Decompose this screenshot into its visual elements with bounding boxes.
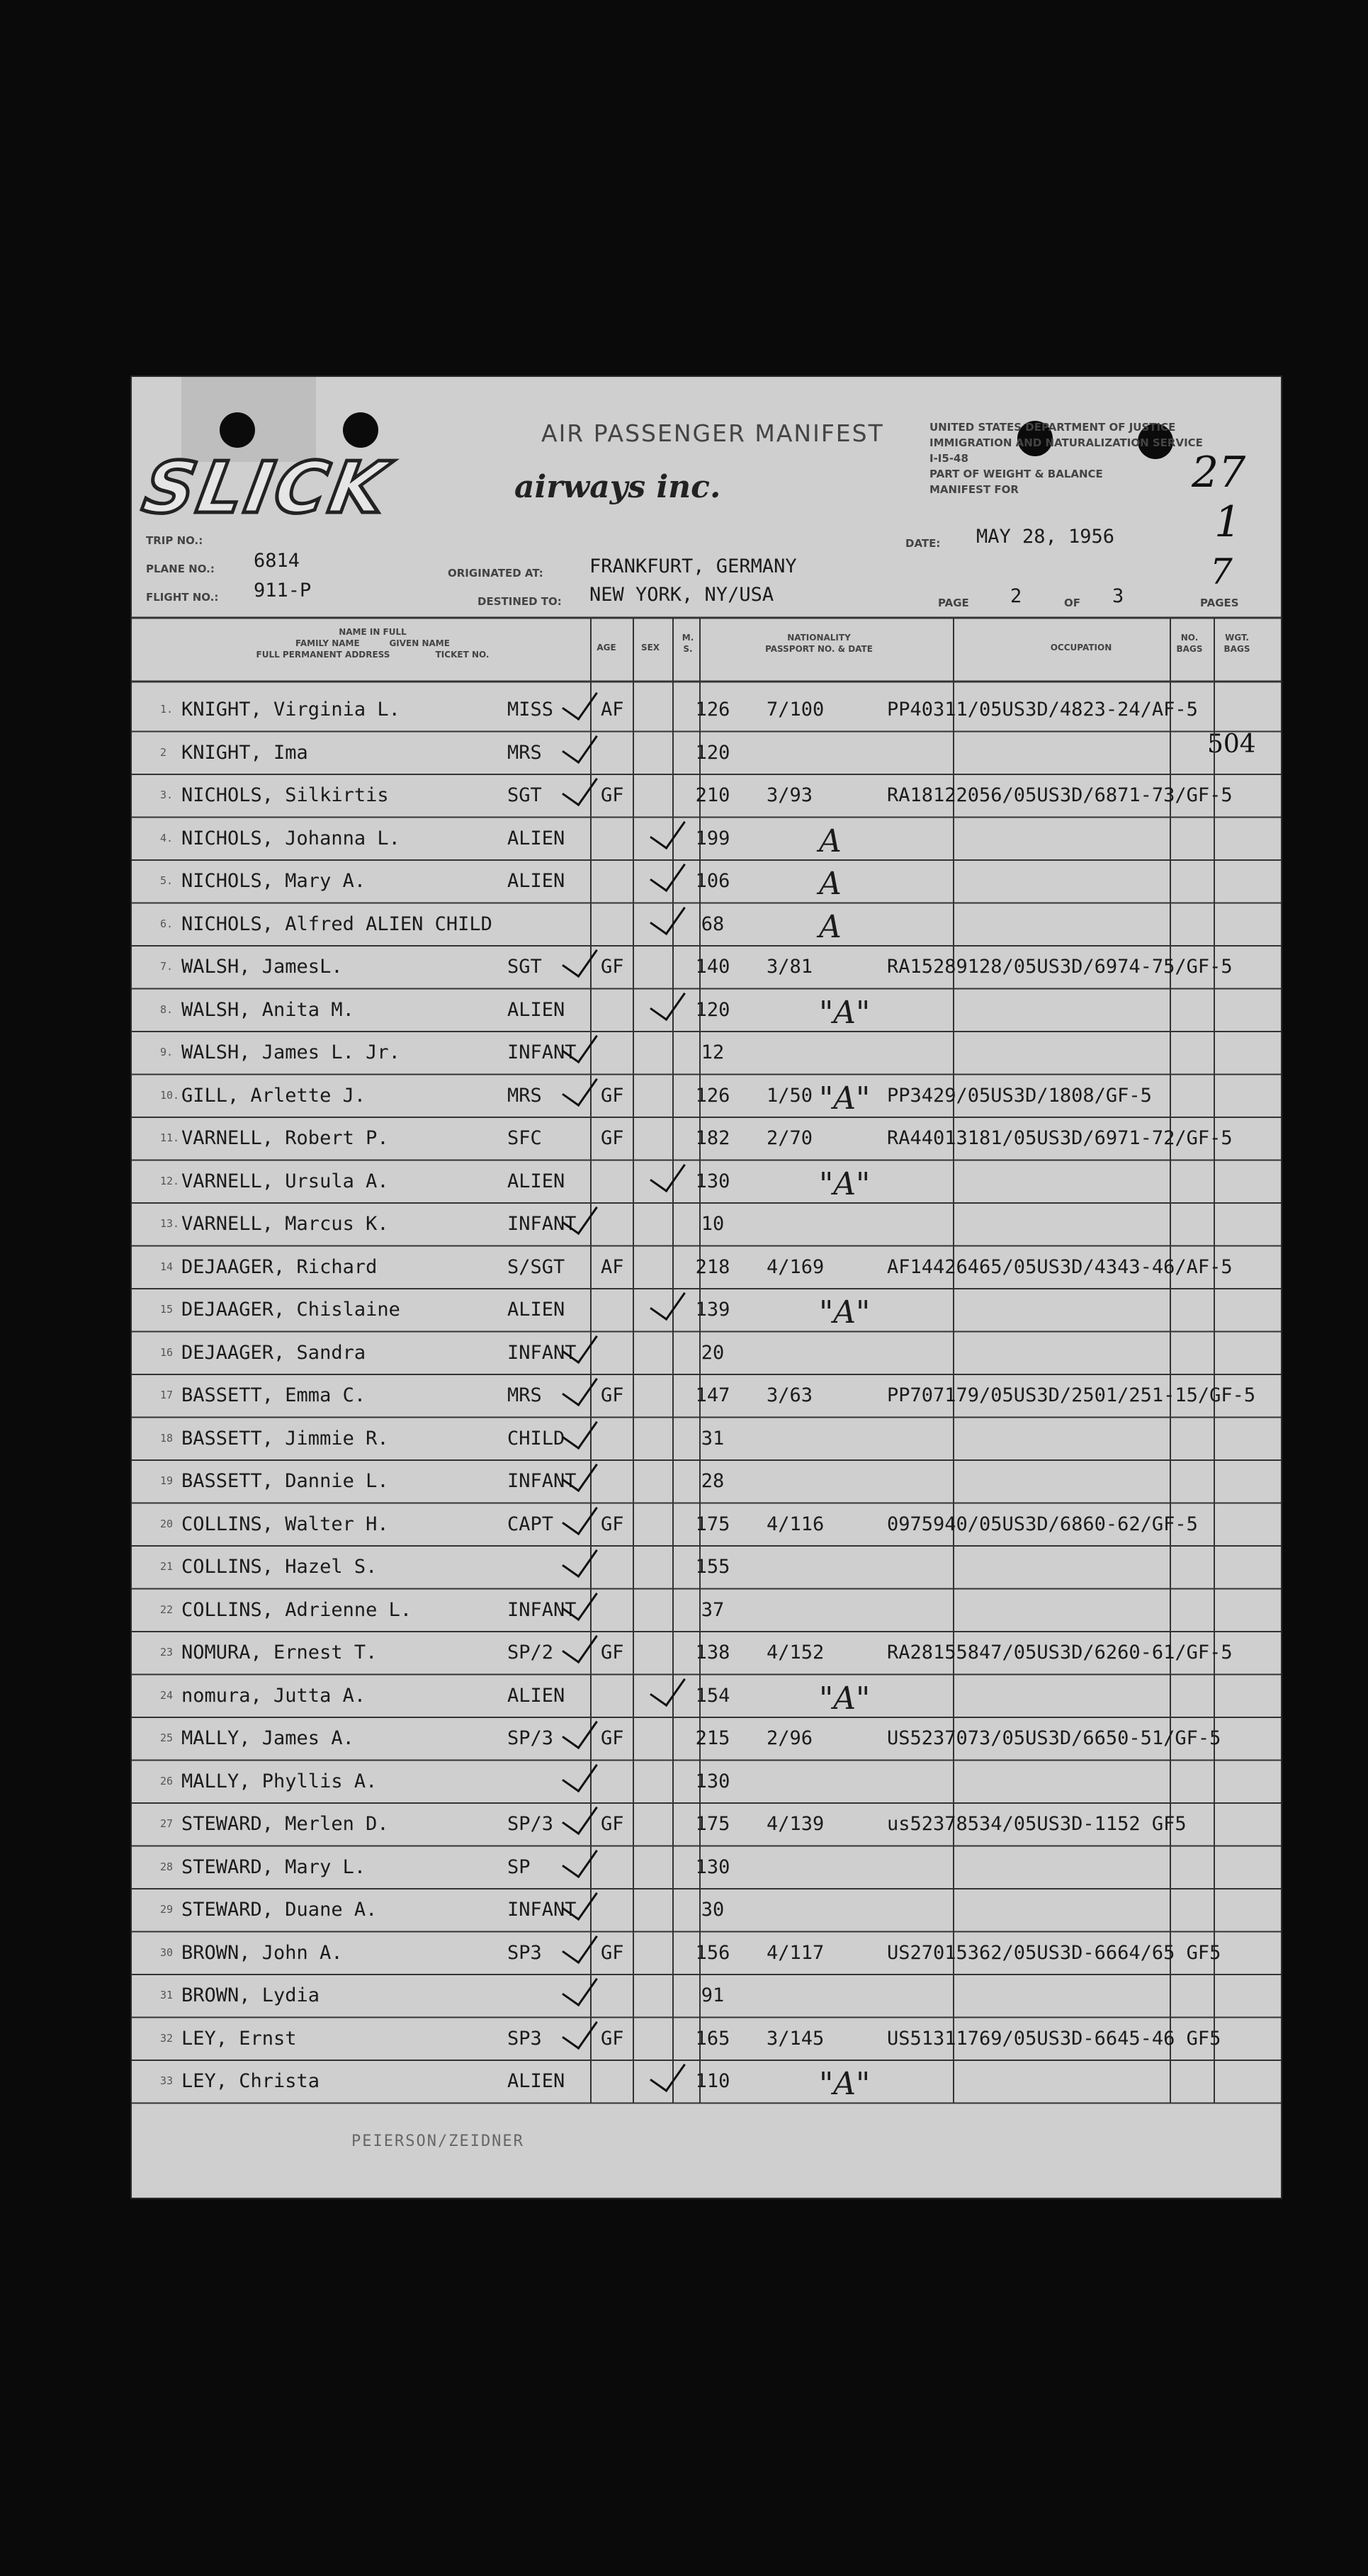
- row-number: 18: [160, 1431, 174, 1445]
- weight: 147: [695, 1384, 730, 1406]
- passenger-row: [132, 1717, 1281, 1760]
- occupation-code: us52378534/05US3D-1152 GF5: [887, 1813, 1187, 1835]
- passenger-name: nomura, Jutta A.: [181, 1684, 366, 1707]
- row-number: 29: [160, 1903, 174, 1916]
- row-number: 17: [160, 1389, 174, 1401]
- col-sex: SEX: [640, 643, 660, 653]
- passenger-name: LEY, Ernst: [181, 2027, 297, 2050]
- weight: 130: [695, 1770, 730, 1792]
- weight: 120: [695, 741, 730, 764]
- weight: 37: [701, 1598, 725, 1621]
- footer-note: PEIERSON/ZEIDNER: [351, 2132, 524, 2150]
- passenger-name: COLLINS, Walter H.: [181, 1513, 389, 1535]
- passenger-name: NOMURA, Ernest T.: [181, 1642, 378, 1663]
- ticket-class: INFANT: [507, 1899, 577, 1921]
- alien-mark: A: [819, 908, 842, 945]
- row-number: 9.: [160, 1046, 174, 1058]
- ticket-class: SP/2: [507, 1642, 554, 1663]
- weight: 165: [695, 2027, 730, 2050]
- sex-code: GF: [601, 784, 624, 806]
- flight-number: 911-P: [254, 580, 312, 601]
- passenger-row: [132, 1289, 1281, 1331]
- sex-code: GF: [601, 1127, 624, 1149]
- row-number: 28: [160, 1860, 174, 1873]
- alien-mark: A: [819, 823, 842, 859]
- ticket-class: INFANT: [507, 1598, 577, 1621]
- ticket-class: SP3: [507, 1941, 542, 1964]
- passenger-row: [132, 1075, 1281, 1117]
- passenger-name: DEJAAGER, Chislaine: [181, 1299, 400, 1321]
- col-occupation: OCCUPATION: [1050, 643, 1112, 653]
- row-number: 2: [160, 745, 167, 759]
- alien-mark: "A": [819, 1080, 871, 1117]
- passenger-row: [132, 1846, 1281, 1889]
- weight: 130: [695, 1170, 730, 1192]
- ticket-class: SFC: [507, 1127, 542, 1149]
- col-wgt-bags: WGT. BAGS: [1223, 633, 1250, 654]
- ticket-class: INFANT: [507, 1213, 577, 1235]
- weight: 130: [695, 1855, 730, 1878]
- occupation-code: US27015362/05US3D-6664/65 GF5: [887, 1941, 1221, 1964]
- alien-mark: "A": [819, 994, 871, 1031]
- passenger-row: [132, 1332, 1281, 1374]
- ticket-class: ALIEN: [507, 827, 565, 849]
- passenger-name: BASSETT, Jimmie R.: [181, 1427, 389, 1450]
- weight: 91: [701, 1984, 725, 2006]
- passenger-name: STEWARD, Merlen D.: [181, 1813, 389, 1835]
- passport-date: 3/145: [767, 2027, 825, 2050]
- weight: 10: [701, 1213, 725, 1235]
- passport-date: 3/63: [767, 1384, 813, 1406]
- passenger-row: [132, 774, 1281, 817]
- weight: 20: [701, 1341, 725, 1364]
- passport-date: 4/152: [767, 1642, 825, 1663]
- passenger-row: [132, 1117, 1281, 1160]
- of-label: OF: [1064, 597, 1080, 609]
- originated-value: FRANKFURT, GERMANY: [589, 555, 797, 577]
- ticket-class: MISS: [507, 699, 554, 721]
- passenger-row: [132, 1889, 1281, 1931]
- passenger-row: [132, 1246, 1281, 1289]
- row-number: 22: [160, 1603, 174, 1616]
- passenger-row: [132, 1460, 1281, 1503]
- passenger-row: [132, 1203, 1281, 1245]
- passenger-name: WALSH, James L. Jr.: [181, 1041, 400, 1063]
- row-number: 16: [160, 1345, 174, 1359]
- weight: 155: [695, 1556, 730, 1578]
- hand-number-top: 27: [1192, 448, 1246, 497]
- sex-code: GF: [601, 1084, 624, 1107]
- weight: 28: [701, 1470, 725, 1492]
- passenger-name: KNIGHT, Ima: [181, 741, 308, 764]
- row-number: 32: [160, 2031, 174, 2045]
- occupation-code: 0975940/05US3D/6860-62/GF-5: [887, 1513, 1198, 1535]
- ticket-class: SP: [507, 1855, 531, 1878]
- occupation-code: PP3429/05US3D/1808/GF-5: [887, 1084, 1152, 1107]
- destined-label: DESTINED TO:: [477, 595, 562, 608]
- passenger-name: GILL, Arlette J.: [181, 1084, 366, 1107]
- ticket-class: ALIEN: [507, 1684, 565, 1707]
- row-number: 31: [160, 1989, 174, 2001]
- passenger-row: [132, 989, 1281, 1032]
- sex-code: GF: [601, 1384, 624, 1406]
- sex-code: GF: [601, 956, 624, 978]
- passport-date: 1/50: [767, 1084, 813, 1107]
- sex-code: AF: [601, 699, 624, 721]
- slick-logo: SLICK: [137, 446, 396, 529]
- ticket-class: MRS: [507, 1384, 542, 1406]
- passenger-row: [132, 1160, 1281, 1203]
- row-number: 25: [160, 1732, 174, 1744]
- ticket-class: ALIEN: [507, 2070, 565, 2092]
- passenger-name: MALLY, James A.: [181, 1727, 354, 1749]
- ticket-class: SP/3: [507, 1727, 554, 1749]
- passenger-row: [132, 1675, 1281, 1717]
- row-number: 7.: [160, 960, 174, 973]
- alien-mark: "A": [819, 1165, 871, 1202]
- weight: 182: [695, 1127, 730, 1149]
- occupation-code: US51311769/05US3D-6645-46 GF5: [887, 2027, 1221, 2050]
- destined-value: NEW YORK, NY/USA: [589, 584, 774, 606]
- col-bags: NO. BAGS: [1176, 633, 1203, 654]
- passenger-row: [132, 1975, 1281, 2017]
- occupation-code: AF14426465/05US3D/4343-46/AF-5: [887, 1255, 1233, 1278]
- weight: 12: [701, 1041, 725, 1063]
- passenger-name: STEWARD, Mary L.: [181, 1855, 366, 1878]
- page-number: 2: [1010, 585, 1022, 607]
- ins-line: I-I5-48: [929, 452, 968, 465]
- occupation-code: PP707179/05US3D/2501/251-15/GF-5: [887, 1384, 1256, 1406]
- plane-number: 6814: [254, 550, 300, 572]
- weight: 126: [695, 1084, 730, 1107]
- passenger-row: [132, 732, 1281, 774]
- ticket-class: SP3: [507, 2027, 542, 2050]
- weight: 156: [695, 1941, 730, 1964]
- col-passport: PASSPORT NO. & DATE: [765, 644, 873, 654]
- weight: 68: [701, 913, 725, 935]
- ticket-class: MRS: [507, 1084, 542, 1107]
- weight: 139: [695, 1299, 730, 1321]
- passport-date: 4/117: [767, 1941, 825, 1964]
- manifest-title: AIR PASSENGER MANIFEST: [541, 419, 884, 447]
- trip-label: TRIP NO.:: [146, 534, 203, 547]
- passenger-name: BROWN, John A.: [181, 1941, 343, 1964]
- weight: 138: [695, 1642, 730, 1663]
- passenger-name: VARNELL, Marcus K.: [181, 1213, 389, 1235]
- row-number: 33: [160, 2074, 174, 2087]
- weight: 215: [695, 1727, 730, 1749]
- hand-number-bot: 7: [1210, 551, 1233, 592]
- row-number: 23: [160, 1646, 174, 1659]
- passenger-row: [132, 903, 1281, 946]
- alien-mark: "A": [819, 1294, 871, 1331]
- ticket-class: ALIEN: [507, 998, 565, 1021]
- sex-code: GF: [601, 1941, 624, 1964]
- passport-date: 2/96: [767, 1727, 813, 1749]
- row-number: 6.: [160, 917, 174, 930]
- hand-number-side: 504: [1207, 730, 1256, 759]
- passenger-row: [132, 1503, 1281, 1546]
- date-value: MAY 28, 1956: [976, 526, 1115, 548]
- passenger-name: NICHOLS, Johanna L.: [181, 827, 400, 849]
- sex-code: GF: [601, 1727, 624, 1749]
- passenger-name: VARNELL, Ursula A.: [181, 1170, 389, 1192]
- flight-label: FLIGHT NO.:: [146, 591, 219, 604]
- passenger-name: NICHOLS, Silkirtis: [181, 784, 389, 806]
- ticket-class: CHILD: [507, 1427, 565, 1450]
- row-number: 19: [160, 1474, 174, 1487]
- passport-date: 3/81: [767, 956, 813, 978]
- passenger-name: DEJAAGER, Sandra: [181, 1341, 366, 1364]
- passenger-name: NICHOLS, Mary A.: [181, 870, 366, 892]
- pages-label: PAGES: [1200, 597, 1239, 609]
- row-number: 14: [160, 1260, 174, 1273]
- weight: 199: [695, 827, 730, 849]
- passport-date: 3/93: [767, 784, 813, 806]
- row-number: 3.: [160, 789, 174, 801]
- col-name-title: NAME IN FULL: [339, 627, 407, 637]
- sex-code: GF: [601, 1813, 624, 1835]
- weight: 218: [695, 1255, 730, 1278]
- weight: 120: [695, 998, 730, 1021]
- ticket-class: ALIEN: [507, 1299, 565, 1321]
- passport-date: 7/100: [767, 699, 825, 721]
- col-nat-title: NATIONALITY: [787, 633, 851, 643]
- row-number: 5.: [160, 874, 174, 887]
- passenger-row: [132, 946, 1281, 988]
- ticket-class: INFANT: [507, 1041, 577, 1063]
- passenger-row: [132, 1632, 1281, 1674]
- row-number: 10.: [160, 1088, 180, 1102]
- ticket-class: MRS: [507, 741, 542, 764]
- occupation-code: RA15289128/05US3D/6974-75/GF-5: [887, 956, 1233, 978]
- passenger-name: BASSETT, Emma C.: [181, 1384, 366, 1406]
- manifest-sheet: [132, 377, 1281, 2198]
- ticket-class: SGT: [507, 784, 542, 806]
- page-total: 3: [1112, 585, 1124, 607]
- row-number: 24: [160, 1688, 174, 1702]
- row-number: 11.: [160, 1131, 180, 1144]
- row-number: 1.: [160, 703, 174, 716]
- col-ticket: TICKET NO.: [435, 650, 490, 660]
- occupation-code: RA18122056/05US3D/6871-73/GF-5: [887, 784, 1233, 806]
- passenger-row: [132, 1418, 1281, 1460]
- passenger-name: BASSETT, Dannie L.: [181, 1470, 389, 1492]
- passenger-row: [132, 860, 1281, 903]
- passenger-name: WALSH, JamesL.: [181, 956, 343, 978]
- passenger-name: WALSH, Anita M.: [181, 998, 354, 1021]
- passenger-name: MALLY, Phyllis A.: [181, 1770, 378, 1792]
- passenger-row: [132, 1032, 1281, 1074]
- weight: 210: [695, 784, 730, 806]
- passenger-row: [132, 689, 1281, 731]
- ins-line: MANIFEST FOR: [929, 483, 1019, 496]
- passenger-row: [132, 2018, 1281, 2060]
- alien-mark: "A": [819, 1680, 871, 1717]
- row-number: 26: [160, 1774, 174, 1787]
- plane-label: PLANE NO.:: [146, 563, 215, 575]
- ticket-class: INFANT: [507, 1341, 577, 1364]
- col-ms: M. S.: [682, 633, 694, 654]
- slick-logo-sub: airways inc.: [514, 469, 721, 505]
- sex-code: GF: [601, 1642, 624, 1663]
- passenger-row: [132, 1932, 1281, 1975]
- occupation-code: US5237073/05US3D/6650-51/GF-5: [887, 1727, 1221, 1749]
- ticket-class: INFANT: [507, 1470, 577, 1492]
- row-number: 12.: [160, 1174, 180, 1187]
- col-addr: FULL PERMANENT ADDRESS: [256, 650, 390, 660]
- sex-code: GF: [601, 2027, 624, 2050]
- row-number: 15: [160, 1303, 174, 1316]
- occupation-code: RA44013181/05US3D/6971-72/GF-5: [887, 1127, 1233, 1149]
- passenger-name: DEJAAGER, Richard: [181, 1255, 378, 1278]
- ins-line: IMMIGRATION AND NATURALIZATION SERVICE: [929, 436, 1203, 449]
- weight: 31: [701, 1427, 725, 1450]
- ticket-class: SGT: [507, 956, 542, 978]
- passenger-row: [132, 1546, 1281, 1588]
- weight: 175: [695, 1513, 730, 1535]
- weight: 30: [701, 1899, 725, 1921]
- date-label: DATE:: [905, 537, 941, 550]
- ticket-class: CAPT: [507, 1513, 554, 1535]
- occupation-code: RA28155847/05US3D/6260-61/GF-5: [887, 1642, 1233, 1663]
- passenger-row: [132, 1589, 1281, 1632]
- weight: 106: [695, 870, 730, 892]
- sex-code: GF: [601, 1513, 624, 1535]
- ins-line: UNITED STATES DEPARTMENT OF JUSTICE: [929, 421, 1176, 434]
- passenger-row: [132, 818, 1281, 860]
- ticket-class: ALIEN: [507, 1170, 565, 1192]
- passenger-row: [132, 1374, 1281, 1417]
- weight: 175: [695, 1813, 730, 1835]
- passenger-row: [132, 2060, 1281, 2103]
- passenger-name: NICHOLS, Alfred ALIEN CHILD: [181, 913, 492, 935]
- alien-mark: A: [819, 866, 842, 902]
- passport-date: 4/169: [767, 1255, 825, 1278]
- ticket-class: ALIEN: [507, 870, 565, 892]
- passport-date: 2/70: [767, 1127, 813, 1149]
- ticket-class: SP/3: [507, 1813, 554, 1835]
- ticket-class: S/SGT: [507, 1255, 565, 1278]
- passenger-row: [132, 1803, 1281, 1846]
- weight: 126: [695, 699, 730, 721]
- passenger-row: [132, 1761, 1281, 1803]
- page-label: PAGE: [938, 597, 969, 609]
- originated-label: ORIGINATED AT:: [448, 567, 543, 580]
- row-number: 27: [160, 1817, 174, 1830]
- weight: 140: [695, 956, 730, 978]
- weight: 110: [695, 2070, 730, 2092]
- passenger-name: BROWN, Lydia: [181, 1984, 320, 2006]
- hand-number-mid: 1: [1214, 497, 1242, 547]
- passenger-name: STEWARD, Duane A.: [181, 1899, 378, 1921]
- row-number: 4.: [160, 831, 174, 844]
- row-number: 13.: [160, 1217, 180, 1230]
- passenger-name: VARNELL, Robert P.: [181, 1127, 389, 1149]
- weight: 154: [695, 1684, 730, 1707]
- passenger-name: KNIGHT, Virginia L.: [181, 699, 400, 721]
- col-name-sub: FAMILY NAME GIVEN NAME: [295, 638, 450, 648]
- passport-date: 4/116: [767, 1513, 825, 1535]
- passenger-name: COLLINS, Adrienne L.: [181, 1598, 412, 1621]
- alien-mark: "A": [819, 2066, 871, 2102]
- row-number: 8.: [160, 1002, 174, 1016]
- row-number: 21: [160, 1560, 174, 1573]
- ins-line: PART OF WEIGHT & BALANCE: [929, 468, 1103, 480]
- row-number: 30: [160, 1945, 174, 1959]
- row-number: 20: [160, 1517, 174, 1530]
- passenger-name: COLLINS, Hazel S.: [181, 1556, 378, 1578]
- occupation-code: PP40311/05US3D/4823-24/AF-5: [887, 699, 1198, 721]
- passport-date: 4/139: [767, 1813, 825, 1835]
- passenger-name: LEY, Christa: [181, 2070, 320, 2092]
- sex-code: AF: [601, 1255, 624, 1278]
- col-age: AGE: [597, 643, 616, 653]
